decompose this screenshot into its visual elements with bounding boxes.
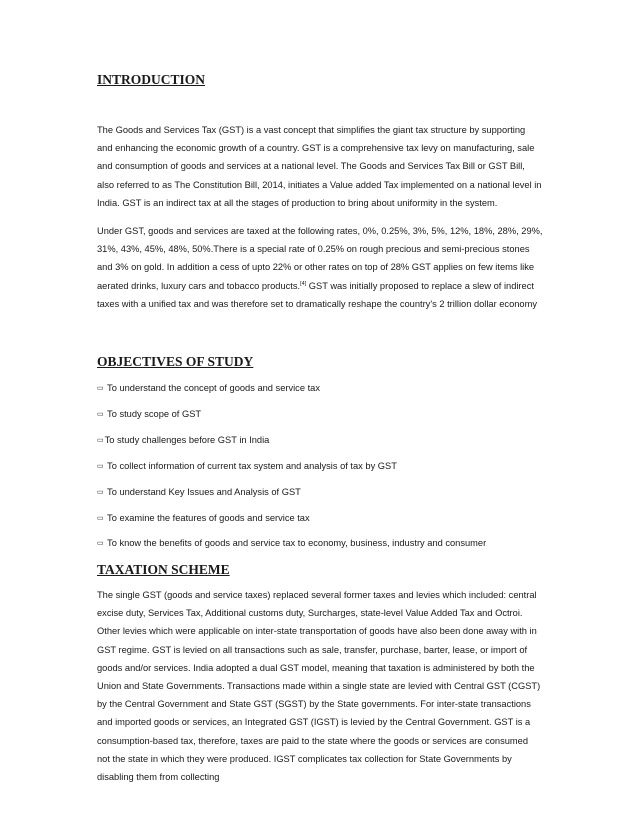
objective-item: ▭ To collect information of current tax system and analysis of tax by GST bbox=[97, 461, 397, 471]
introduction-paragraph-2: Under GST, goods and services are taxed at the following rates, 0%, 0.25%, 3%, 5%, 12%, 18%, 28%, 29%, 31%, 43%, 45%, 48%, 50%.There is a special rate of 0.25% on rough precious and semi-precious stones and 3% on gold. In addition a cess of upto 22% or other rates on top of 28% GST applies on few items like aerated drinks, luxury cars and tobacco products.[4] GST was initially proposed to replace a slew of indirect taxes with a unified tax and was therefore set to dramatically reshape the country's 2 trillion dollar economy bbox=[97, 226, 543, 309]
objective-item: ▭To study challenges before GST in India bbox=[97, 435, 270, 445]
bullet-box-icon: ▭ bbox=[97, 437, 104, 444]
objective-item: ▭ To understand the concept of goods and service tax bbox=[97, 383, 320, 393]
introduction-heading: INTRODUCTION bbox=[97, 72, 206, 87]
taxation-paragraph: The single GST (goods and service taxes) replaced several former taxes and levies which included: central excise duty, Services Tax, Additional customs duty, Surcharges, state-level Value Added Tax and Octroi. Other levies which were applicable on inter-state transportation of goods have also been done away with in GST regime. GST is levied on all transactions such as sale, transfer, purchase, barter, lease, or import of goods and/or services. India adopted a dual GST model, meaning that taxation is administered by both the Union and State Governments. Transactions made within a single state are levied with Central GST (CGST) by the Central Government and State GST (SGST) by the State governments. For inter-state transactions and imported goods or services, an Integrated GST (IGST) is levied by the Central Government. GST is a consumption-based tax, therefore, taxes are paid to the state where the goods or services are consumed not the state in which they were produced. IGST complicates tax collection for State Governments by disabling them from collecting bbox=[97, 590, 541, 783]
introduction-paragraph-1: The Goods and Services Tax (GST) is a vast concept that simplifies the giant tax structure by supporting and enhancing the economic growth of a country. GST is a comprehensive tax levy on manufacturing, sale and consumption of goods and services at a national level. The Goods and Services Tax Bill or GST Bill, also referred to as The Constitution Bill, 2014, initiates a Value added Tax implemented on a national level in India. GST is an indirect tax at all the stages of production to bring about uniformity in the system. bbox=[97, 125, 542, 208]
objective-item: ▭ To examine the features of goods and service tax bbox=[97, 513, 310, 523]
bullet-box-icon: ▭ bbox=[97, 385, 104, 392]
bullet-box-icon: ▭ bbox=[97, 515, 104, 522]
objective-item: ▭ To know the benefits of goods and service tax to economy, business, industry and consumer bbox=[97, 538, 487, 548]
bullet-box-icon: ▭ bbox=[97, 411, 104, 418]
objective-item: ▭ To study scope of GST bbox=[97, 409, 202, 419]
citation-reference: [4] bbox=[300, 280, 307, 287]
objective-item: ▭ To understand Key Issues and Analysis of GST bbox=[97, 487, 301, 497]
bullet-box-icon: ▭ bbox=[97, 489, 104, 496]
objectives-heading: OBJECTIVES OF STUDY bbox=[97, 354, 254, 369]
taxation-heading: TAXATION SCHEME bbox=[97, 562, 230, 577]
bullet-box-icon: ▭ bbox=[97, 463, 104, 470]
bullet-box-icon: ▭ bbox=[97, 540, 104, 547]
